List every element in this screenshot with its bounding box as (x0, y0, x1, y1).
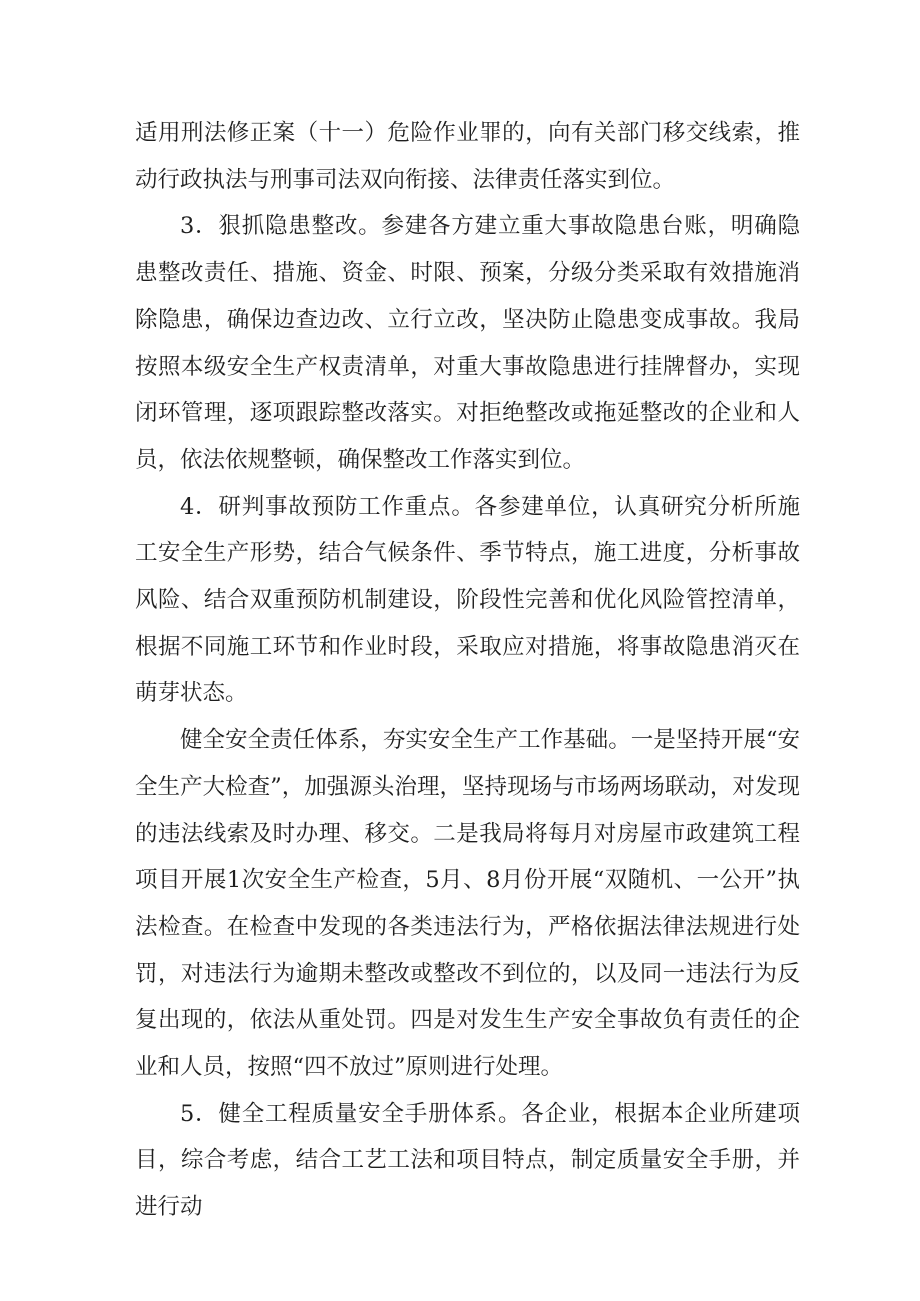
paragraph-safety-responsibility: 健全安全责任体系，夯实安全生产工作基础。一是坚持开展“安全生产大检查”，加强源头治理，坚持现场与市场两场联动，对发现的违法线索及时办理、移交。二是我局将每月对房屋市政建筑工程项目开展1次安全生产检查，5月、8月份开展“双随机、一公开”执法检查。在检查中发现的各类违法行为，严格依据法律法规进行处罚，对违法行为逾期未整改或整改不到位的，以及同一违法行为反复出现的，依法从重处罚。四是对发生生产安全事故负有责任的企业和人员，按照“四不放过”原则进行处理。 (135, 727, 800, 1081)
paragraph-hazard-rectification: 3．狠抓隐患整改。参建各方建立重大事故隐患台账，明确隐患整改责任、措施、资金、时限、预案，分级分类采取有效措施消除隐患，确保边查边改、立行立改，坚决防止隐患变成事故。我局按照本级安全生产权责清单，对重大事故隐患进行挂牌督办，实现闭环管理，逐项跟踪整改落实。对拒绝整改或拖延整改的企业和人员，依法依规整顿，确保整改工作落实到位。 (135, 213, 800, 473)
paragraph-quality-safety-manual: 5．健全工程质量安全手册体系。各企业，根据本企业所建项目，综合考虑，结合工艺工法和项目特点，制定质量安全手册，并进行动 (135, 1100, 800, 1221)
paragraph-continuation: 适用刑法修正案（十一）危险作业罪的，向有关部门移交线索，推动行政执法与刑事司法双向衔接、法律责任落实到位。 (135, 120, 800, 193)
paragraph-accident-prevention: 4．研判事故预防工作重点。各参建单位，认真研究分析所施工安全生产形势，结合气候条件、季节特点，施工进度，分析事故风险、结合双重预防机制建设，阶段性完善和优化风险管控清单，根据不同施工环节和作业时段，采取应对措施，将事故隐患消灭在萌芽状态。 (135, 493, 800, 707)
document-body (135, 110, 800, 1231)
